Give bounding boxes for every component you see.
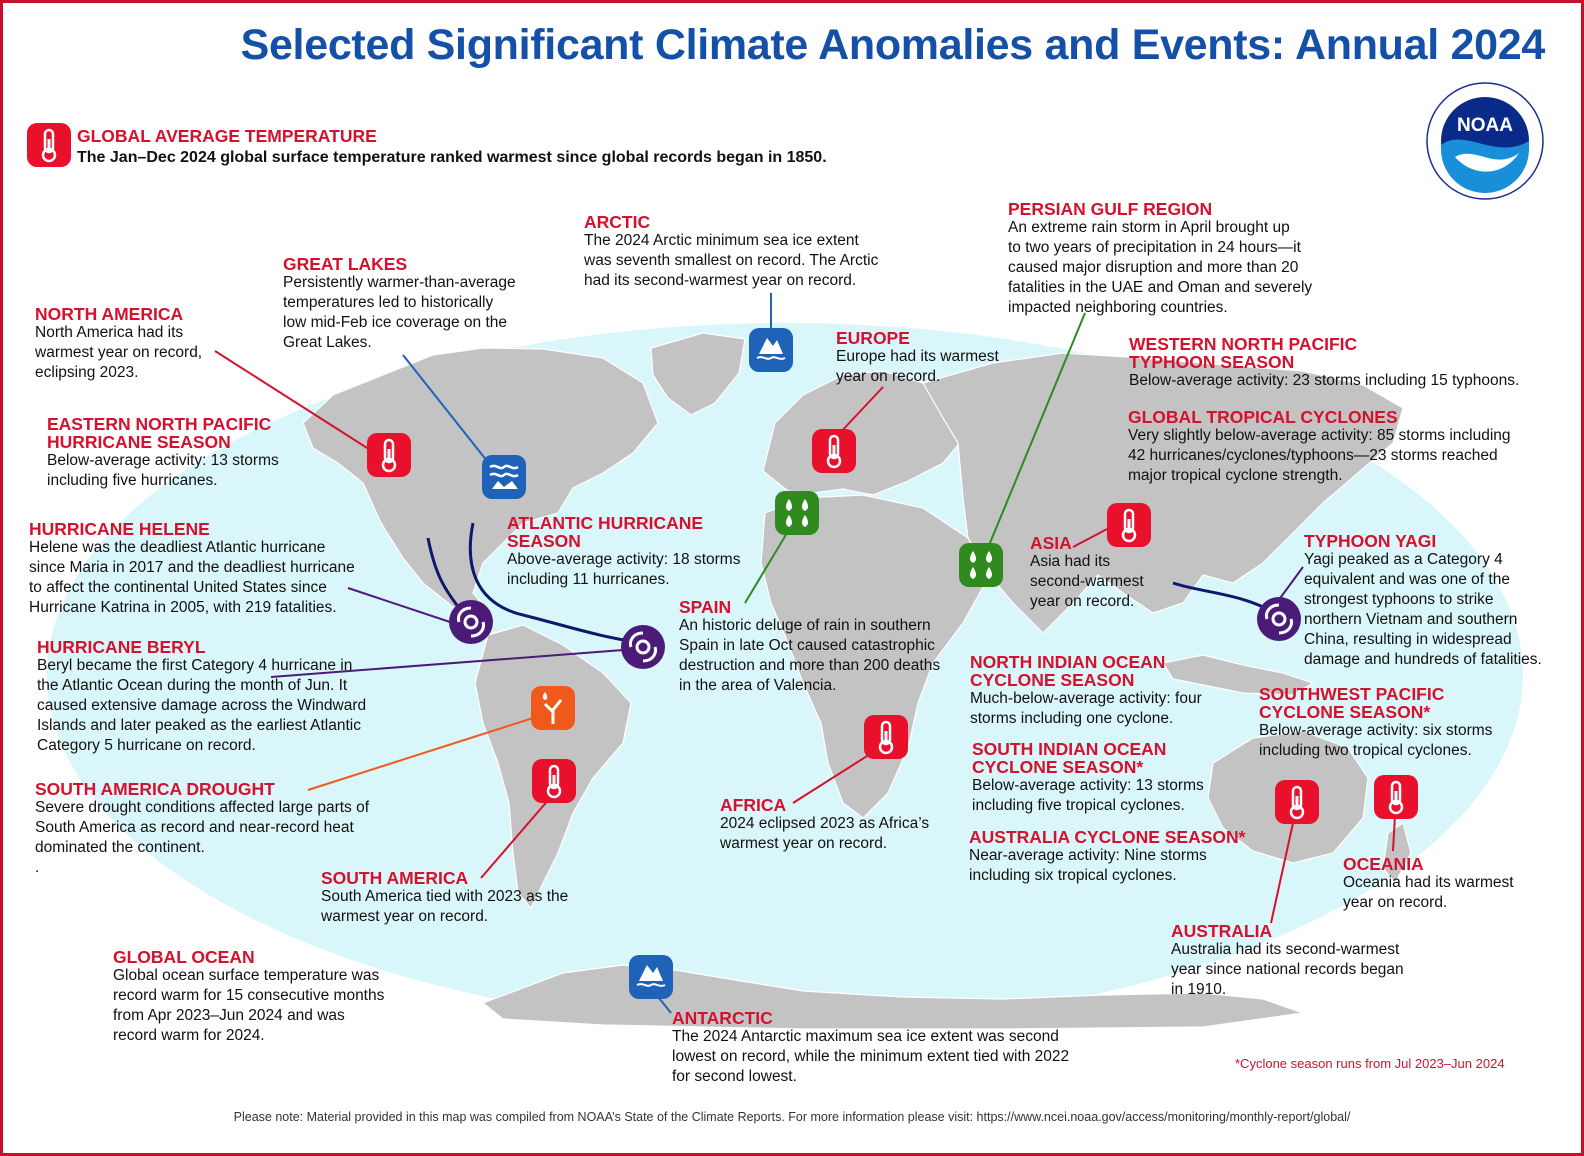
annotation-hurricane-helene — [29, 520, 355, 618]
annotation-text: Persistently warmer-than-average temperatures led to historically low mid-Feb ice coverage on the Great Lakes. — [283, 274, 516, 351]
annotation-text: South America tied with 2023 as the warmest year on record. — [321, 888, 569, 925]
thermometer-icon — [27, 123, 71, 167]
annotation-europe — [836, 329, 999, 387]
annotation-heading: HURRICANE BERYL — [37, 637, 206, 657]
annotation-text: Severe drought conditions affected large parts of South America as record and near-record heat dominated the continent. . — [35, 799, 370, 876]
annotation-text: Below-average activity: 13 storms including five hurricanes. — [47, 452, 279, 489]
annotation-text: The 2024 Antarctic maximum sea ice extent was second lowest on record, while the minimum extent tied with 2022 for second lowest. — [672, 1028, 1070, 1085]
annotation-heading: SOUTHWEST PACIFIC CYCLONE SEASON* — [1259, 684, 1445, 722]
annotation-heading: ARCTIC — [584, 212, 651, 232]
annotation-spain — [679, 598, 940, 696]
annotation-text: Helene was the deadliest Atlantic hurricane since Maria in 2017 and the deadliest hurricane to affect the continental United States since Hurricane Katrina in 2005, with 219 fatalities. — [29, 539, 355, 616]
annotation-southwest-pacific — [1259, 685, 1492, 761]
annotation-heading: NORTH AMERICA — [35, 304, 184, 324]
annotation-north-indian-ocean — [970, 653, 1202, 729]
annotation-text: North America had its warmest year on record, eclipsing 2023. — [35, 324, 203, 381]
hurricane-icon — [449, 600, 493, 644]
annotation-oceania — [1343, 855, 1514, 913]
lake-ice-icon — [482, 455, 526, 499]
annotation-heading: EASTERN NORTH PACIFIC HURRICANE SEASON — [47, 414, 272, 452]
annotation-heading: ATLANTIC HURRICANE SEASON — [507, 513, 704, 551]
annotation-text: Above-average activity: 18 storms including 11 hurricanes. — [507, 551, 741, 588]
annotation-south-indian-ocean — [972, 740, 1204, 816]
annotation-western-north-pacific — [1129, 335, 1519, 391]
annotation-arctic — [584, 213, 878, 291]
annotation-text: 2024 eclipsed 2023 as Africa’s warmest year on record. — [720, 815, 930, 852]
annotation-heading: GREAT LAKES — [283, 254, 408, 274]
annotation-eastern-north-pacific — [47, 415, 279, 491]
annotation-heading: PERSIAN GULF REGION — [1008, 199, 1213, 219]
annotation-australia-cyclone — [969, 828, 1245, 886]
annotation-typhoon-yagi — [1304, 532, 1542, 670]
annotation-hurricane-beryl — [37, 638, 366, 756]
global-average-temperature-heading: GLOBAL AVERAGE TEMPERATURE — [77, 126, 377, 146]
annotation-heading: NORTH INDIAN OCEAN CYCLONE SEASON — [970, 652, 1166, 690]
annotation-global-tropical-cyclones — [1128, 408, 1511, 486]
annotation-asia — [1030, 534, 1144, 612]
annotation-heading: GLOBAL TROPICAL CYCLONES — [1128, 407, 1398, 427]
thermometer-icon — [1275, 780, 1319, 824]
annotation-heading: EUROPE — [836, 328, 910, 348]
annotation-africa — [720, 796, 929, 854]
annotation-text: Near-average activity: Nine storms including six tropical cyclones. — [969, 847, 1207, 884]
annotation-great-lakes — [283, 255, 516, 353]
annotation-text: Very slightly below-average activity: 85 storms including 42 hurricanes/cyclones/typhoons—23 storms reached major tropical cyclone strength. — [1128, 427, 1511, 484]
noaa-logo — [1427, 83, 1543, 199]
annotation-heading: HURRICANE HELENE — [29, 519, 210, 539]
global-average-temperature-text: The Jan–Dec 2024 global surface temperature ranked warmest since global records began in 1850. — [77, 149, 827, 166]
thermometer-icon — [864, 715, 908, 759]
annotation-text: Europe had its warmest year on record. — [836, 348, 999, 385]
sea-ice-icon — [629, 955, 673, 999]
annotation-text: The 2024 Arctic minimum sea ice extent was seventh smallest on record. The Arctic had its second-warmest year on record. — [584, 232, 879, 289]
annotation-heading: SOUTH INDIAN OCEAN CYCLONE SEASON* — [972, 739, 1167, 777]
annotation-text: Yagi peaked as a Category 4 equivalent and was one of the strongest typhoons to strike northern Vietnam and southern China, resulting in widespread damage and hundreds of fatalities. — [1304, 551, 1542, 668]
annotation-heading: SOUTH AMERICA DROUGHT — [35, 779, 275, 799]
thermometer-icon — [367, 433, 411, 477]
annotation-text: Below-average activity: 23 storms including 15 typhoons. — [1129, 372, 1520, 389]
annotation-text: Beryl became the first Category 4 hurricane in the Atlantic Ocean during the month of Jun. It caused extensive damage across the Windward Islands and later peaked as the earliest Atlantic Category 5 hurricane on record. — [37, 657, 367, 754]
annotation-south-america — [321, 869, 568, 927]
annotation-global-ocean — [113, 948, 384, 1046]
sea-ice-icon — [749, 328, 793, 372]
annotation-heading: AUSTRALIA — [1171, 921, 1273, 941]
rain-drops-icon — [959, 543, 1003, 587]
annotation-heading: OCEANIA — [1343, 854, 1424, 874]
annotation-australia — [1171, 922, 1404, 1000]
annotation-heading: GLOBAL OCEAN — [113, 947, 255, 967]
annotation-heading: SPAIN — [679, 597, 732, 617]
annotation-heading: ANTARCTIC — [672, 1008, 773, 1028]
hurricane-icon — [621, 625, 665, 669]
typhoon-icon — [1257, 597, 1301, 641]
annotation-text: Below-average activity: six storms including two tropical cyclones. — [1259, 722, 1493, 759]
annotation-text: Oceania had its warmest year on record. — [1343, 874, 1514, 911]
drought-icon — [531, 686, 575, 730]
noaa-logo-label: NOAA — [1457, 115, 1513, 136]
annotation-heading: AFRICA — [720, 795, 787, 815]
annotation-text: Global ocean surface temperature was record warm for 15 consecutive months from Apr 2023–Jun 2024 and was record warm for 2024. — [113, 967, 385, 1044]
annotation-south-america-drought — [35, 780, 369, 878]
annotation-text: Asia had its second-warmest year on record. — [1030, 553, 1144, 610]
rain-drops-icon — [775, 491, 819, 535]
annotation-heading: AUSTRALIA CYCLONE SEASON* — [969, 827, 1246, 847]
annotation-north-america — [35, 305, 202, 383]
page-title: Selected Significant Climate Anomalies and Events: Annual 2024 — [240, 21, 1545, 69]
annotation-persian-gulf — [1008, 200, 1312, 318]
thermometer-icon — [812, 429, 856, 473]
annotation-heading: TYPHOON YAGI — [1304, 531, 1437, 551]
cyclone-season-footnote: *Cyclone season runs from Jul 2023–Jun 2024 — [1235, 1056, 1505, 1071]
source-note: Please note: Material provided in this map was compiled from NOAA’s State of the Climate Reports. For more information please visit: https://www.ncei.noaa.gov/access/monitoring/monthly-report/global/ — [233, 1110, 1351, 1124]
annotation-heading: ASIA — [1030, 533, 1072, 553]
annotation-text: Australia had its second-warmest year since national records began in 1910. — [1171, 941, 1404, 998]
annotation-atlantic-hurricane — [507, 514, 740, 590]
thermometer-icon — [532, 759, 576, 803]
annotation-text: Much-below-average activity: four storms including one cyclone. — [970, 690, 1202, 727]
annotation-text: An extreme rain storm in April brought up to two years of precipitation in 24 hours—it caused major disruption and more than 20 fatalities in the UAE and Oman and severely impacted neighboring countries. — [1008, 219, 1313, 316]
annotation-heading: WESTERN NORTH PACIFIC TYPHOON SEASON — [1129, 334, 1358, 372]
annotation-heading: SOUTH AMERICA — [321, 868, 469, 888]
annotation-text: Below-average activity: 13 storms including five tropical cyclones. — [972, 777, 1204, 814]
thermometer-icon — [1374, 775, 1418, 819]
annotation-antarctic — [672, 1009, 1069, 1087]
annotation-text: An historic deluge of rain in southern Spain in late Oct caused catastrophic destruction and more than 200 deaths in the area of Valencia. — [679, 617, 941, 694]
